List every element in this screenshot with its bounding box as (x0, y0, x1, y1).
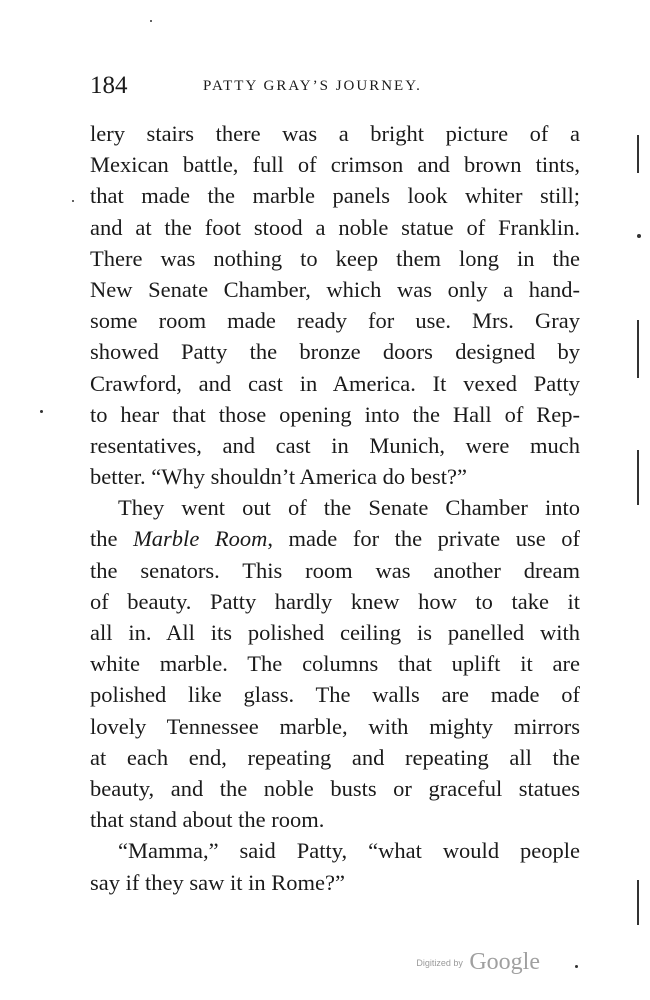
text-line: better. “Why shouldn’t America do best?” (90, 464, 467, 490)
text-segment: , made for the private use of (267, 526, 580, 552)
text-line: lery stairs there was a bright picture of a (90, 121, 580, 146)
text-line: Mexican battle, full of crimson and brown tints, (90, 152, 580, 178)
text-line: New Senate Chamber, which was only a hand- (90, 276, 580, 302)
speck (40, 410, 43, 413)
text-line: beauty, and the noble busts or graceful statues (90, 775, 580, 801)
watermark-prefix: Digitized by (416, 957, 463, 968)
speck (150, 20, 152, 22)
italic-phrase: Marble Room (133, 526, 268, 552)
text-line: some room made ready for use. Mrs. Gray (90, 308, 580, 334)
text-line: There was nothing to keep them long in the (90, 245, 580, 271)
text-line: resentatives, and cast in Munich, were much (90, 432, 580, 458)
speck (637, 234, 641, 238)
running-head: PATTY GRAY’S JOURNEY. (203, 78, 422, 94)
page-number: 184 (90, 72, 128, 99)
text-line: that stand about the room. (90, 807, 325, 833)
text-line: white marble. The columns that uplift it are (90, 651, 580, 677)
text-line: all in. All its polished ceiling is panelled with (90, 620, 580, 645)
text-line: polished like glass. The walls are made of (90, 682, 580, 708)
speck (72, 200, 74, 202)
watermark (416, 949, 540, 976)
text-line: say if they saw it in Rome?” (90, 869, 345, 895)
margin-mark (637, 450, 639, 505)
margin-mark (637, 135, 639, 173)
margin-mark (637, 880, 639, 925)
text-line: and at the foot stood a noble statue of Franklin. (90, 214, 580, 240)
text-line: the senators. This room was another dream (90, 557, 580, 583)
text-line: of beauty. Patty hardly knew how to take it (90, 588, 580, 614)
text-line: Crawford, and cast in America. It vexed Patty (90, 370, 580, 396)
text-line: at each end, repeating and repeating all the (90, 744, 580, 770)
text-line: lovely Tennessee marble, with mighty mirrors (90, 713, 580, 739)
paragraph-start-line: They went out of the Senate Chamber into (118, 495, 580, 521)
body-text (90, 118, 580, 898)
speck (575, 965, 578, 968)
page-header (90, 68, 580, 104)
text-line: that made the marble panels look whiter still; (90, 183, 580, 209)
text-line: to hear that those opening into the Hall of Rep- (90, 401, 580, 427)
margin-mark (637, 320, 639, 378)
text-segment: the (90, 526, 134, 552)
watermark-logo: Google (469, 949, 540, 975)
paragraph-start-line: “Mamma,” said Patty, “what would people (118, 838, 580, 864)
text-line: showed Patty the bronze doors designed by (90, 339, 580, 365)
text-line-with-italic (90, 523, 580, 554)
